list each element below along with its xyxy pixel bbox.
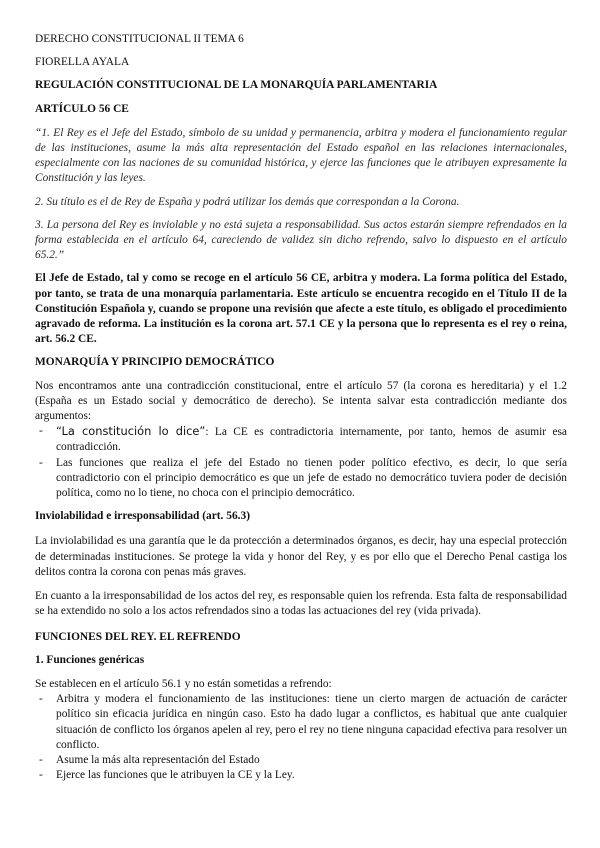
quote-paragraph-1: “1. El Rey es el Jefe del Estado, símbolo de su unidad y permanencia, arbitra y modera el funcionamiento regular de las instituciones, asume la más alta representación del Estado español en las relaciones internacionales, especialmente con las naciones de su comunidad histórica, y ejerce las funciones que le atribuyen expresamente la Constitución y las leyes. (35, 126, 567, 185)
inviolabilidad-paragraph-2: En cuanto a la irresponsabilidad de los actos del rey, es responsable quien los refrenda. Esta falta de responsabilidad se ha extendido no solo a los actos refrendados sino a todas las actuaciones del rey (vida privada). (35, 590, 567, 618)
inviolabilidad-paragraph-1: La inviolabilidad es una garantía que le da protección a determinados órganos, es decir, hay una especial protección de determinadas instituciones. Se protege la vida y honor del Rey, y es por ello que el Derecho Penal castiga los delitos contra la corona con penas más graves. (35, 535, 567, 578)
funciones-bullet-list (35, 692, 567, 783)
section-heading-inviolabilidad: Inviolabilidad e irresponsabilidad (art. 56.3) (35, 510, 250, 523)
main-heading: REGULACIÓN CONSTITUCIONAL DE LA MONARQUÍA PARLAMENTARIA (35, 79, 438, 92)
list-item (35, 456, 567, 502)
section-heading-funciones: FUNCIONES DEL REY. EL REFRENDO (35, 630, 241, 643)
monarquia-bullet-list (35, 424, 567, 501)
article-heading: ARTÍCULO 56 CE (35, 102, 129, 115)
summary-paragraph: El Jefe de Estado, tal y como se recoge en el artículo 56 CE, arbitra y modera. La forma política del Estado, por tanto, se trata de una monarquía parlamentaria. Este artículo se encuentra recogido en el Título II de la Constitución Española y, cuando se propone una revisión que afecte a este título, es obligado el procedimiento agravado de reforma. La institución es la corona art. 57.1 CE y la persona que lo representa es el rey o reina, art. 56.2 CE. (35, 272, 567, 346)
funciones-intro: Se establecen en el artículo 56.1 y no están sometidas a refrendo: (35, 677, 332, 690)
quote-paragraph-2: 2. Su título es el de Rey de España y podrá utilizar los demás que correspondan a la Corona. (35, 195, 460, 208)
list-item (35, 424, 567, 455)
list-item: - Ejerce las funciones que le atribuyen la CE y la Ley. (35, 768, 567, 783)
list-item: - Asume la más alta representación del Estado (35, 753, 567, 768)
document-page (35, 32, 567, 783)
list-item: - Arbitra y modera el funcionamiento de las instituciones: tiene un cierto margen de actuación de carácter político sin eficacia jurídica en ningún caso. Esto ha dado lugar a conflictos, es habitual que ante cualquier situación de conflicto los órganos apelen al rey, pero el rey no tiene ninguna capacidad efectiva para resolver un conflicto. (35, 692, 567, 753)
section-heading-monarquia: MONARQUÍA Y PRINCIPIO DEMOCRÁTICO (35, 356, 275, 369)
document-title: DERECHO CONSTITUCIONAL II TEMA 6 (35, 33, 244, 45)
list-item-text: Las funciones que realiza el jefe del Estado no tienen poder político efectivo, es decir, lo que sería contradictorio con el principio democrático es que un jefe de estado no democrático tuviera poder de decisión política, como no lo tiene, no choca con el principio democrático. (56, 456, 567, 500)
quote-paragraph-3: 3. La persona del Rey es inviolable y no está sujeta a responsabilidad. Sus actos estarán siempre refrendados en la forma establecida en el artículo 64, careciendo de validez sin dicho refrendo, salvo lo dispuesto en el artículo 65.2.” (35, 218, 567, 262)
subheading-funciones-genericas: 1. Funciones genéricas (35, 653, 145, 666)
list-item-lead: “La constitución lo dice” (56, 424, 206, 439)
author-name: FIORELLA AYALA (35, 56, 130, 69)
list-item-text: : La CE es contradictoria internamente, por tanto, hemos de asumir esa contradicción. (56, 426, 567, 454)
monarquia-intro: Nos encontramos ante una contradicción constitucional, entre el artículo 57 (la corona es hereditaria) y el 1.2 (España es un Estado social y democrático de derecho). Se intenta salvar esta contradicción mediante dos argumentos: (35, 379, 567, 423)
